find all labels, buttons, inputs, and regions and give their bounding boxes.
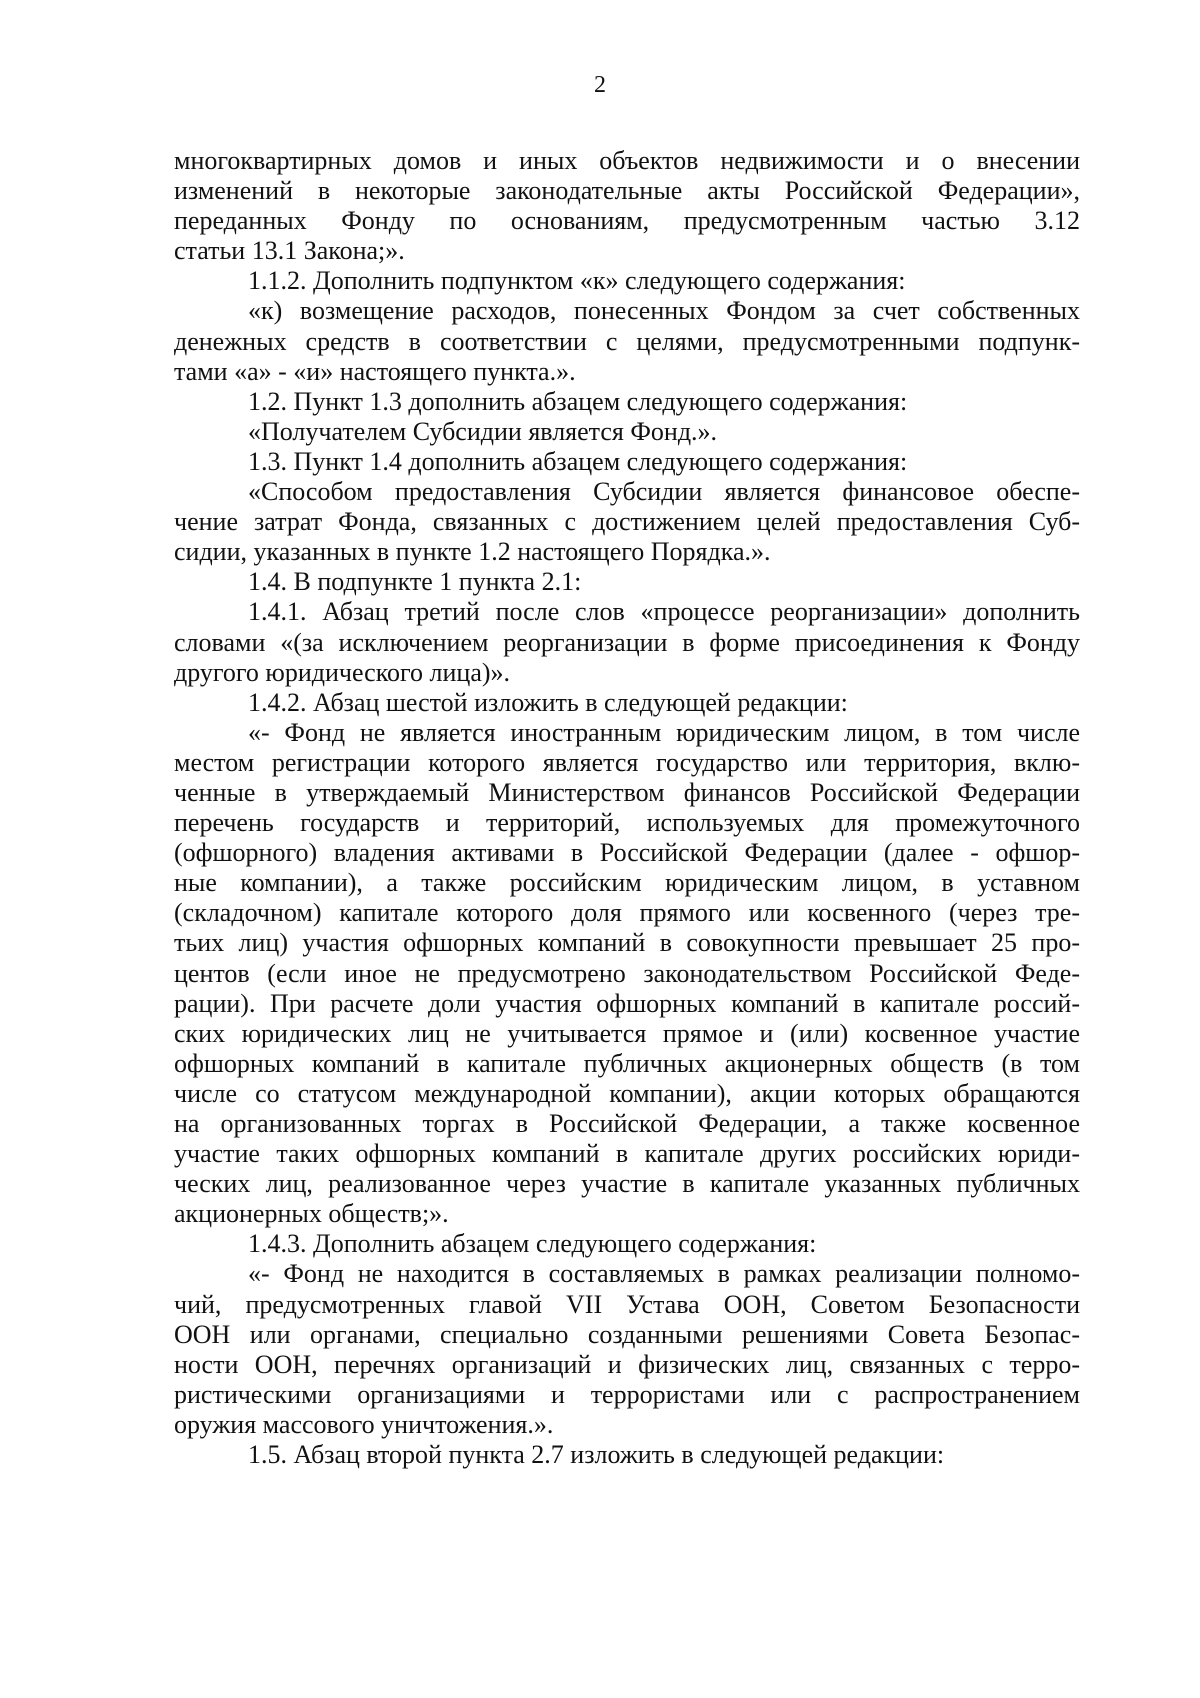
text-line: рации). При расчете доли участия офшорных компаний в капитале россий- (174, 988, 1080, 1018)
text-line: «- Фонд не является иностранным юридическим лицом, в том числе (248, 717, 1080, 747)
text-line: ООН или органами, специально созданными решениями Совета Безопас- (174, 1319, 1080, 1349)
text-line: офшорных компаний в капитале публичных акционерных обществ (в том (174, 1048, 1080, 1078)
text-line: оружия массового уничтожения.». (174, 1409, 554, 1439)
text-line: изменений в некоторые законодательные акты Российской Федерации», (174, 176, 1080, 206)
text-line: чение затрат Фонда, связанных с достижением целей предоставления Суб- (174, 507, 1080, 537)
text-line: ные компании), а также российским юридическим лицом, в уставном (174, 868, 1080, 898)
text-line: 1.4.3. Дополнить абзацем следующего содержания: (248, 1229, 817, 1259)
text-line: многоквартирных домов и иных объектов недвижимости и о внесении (174, 146, 1080, 175)
text-line: словами «(за исключением реорганизации в форме присоединения к Фонду (174, 627, 1080, 657)
text-line: ских юридических лиц не учитывается прямое и (или) косвенное участие (174, 1018, 1080, 1048)
text-line: 1.4.2. Абзац шестой изложить в следующей редакции: (248, 687, 848, 717)
text-line: денежных средств в соответствии с целями, предусмотренными подпунк- (174, 326, 1080, 356)
text-line: центов (если иное не предусмотрено законодательством Российской Феде- (174, 958, 1080, 988)
text-line: ности ООН, перечнях организаций и физических лиц, связанных с терро- (174, 1349, 1080, 1379)
text-line: сидии, указанных в пункте 1.2 настоящего Порядка.». (174, 537, 771, 567)
text-line: «Способом предоставления Субсидии является финансовое обеспе- (248, 477, 1080, 507)
text-line: перечень государств и территорий, используемых для промежуточного (174, 808, 1080, 838)
text-line: на организованных торгах в Российской Федерации, а также косвенное (174, 1109, 1080, 1138)
document-body (174, 146, 1080, 1470)
text-line: тами «а» - «и» настоящего пункта.». (174, 356, 576, 386)
text-line: чий, предусмотренных главой VII Устава ООН, Советом Безопасности (174, 1289, 1080, 1319)
text-line: акционерных обществ;». (174, 1199, 449, 1229)
text-line: «- Фонд не находится в составляемых в рамках реализации полномо- (248, 1259, 1080, 1289)
text-line: 1.5. Абзац второй пункта 2.7 изложить в следующей редакции: (248, 1440, 945, 1470)
text-line: 1.2. Пункт 1.3 дополнить абзацем следующего содержания: (248, 386, 908, 416)
text-line: «Получателем Субсидии является Фонд.». (248, 416, 718, 446)
text-line: местом регистрации которого является государство или территория, вклю- (174, 747, 1080, 777)
text-line: числе со статусом международной компании), акции которых обращаются (174, 1078, 1080, 1108)
text-line: (складочном) капитале которого доля прямого или косвенного (через тре- (174, 898, 1080, 928)
text-line: тьих лиц) участия офшорных компаний в совокупности превышает 25 про- (174, 928, 1080, 958)
text-line: ческих лиц, реализованное через участие в капитале указанных публичных (174, 1169, 1080, 1199)
text-line: ристическими организациями и террористами или с распространением (174, 1379, 1080, 1409)
text-line: 1.3. Пункт 1.4 дополнить абзацем следующего содержания: (248, 446, 908, 476)
text-line: (офшорного) владения активами в Российской Федерации (далее - офшор- (174, 838, 1080, 868)
text-line: участие таких офшорных компаний в капитале других российских юриди- (174, 1139, 1080, 1169)
text-line: переданных Фонду по основаниям, предусмотренным частью 3.12 (174, 206, 1080, 236)
text-line: «к) возмещение расходов, понесенных Фондом за счет собственных (248, 296, 1080, 326)
text-line: 1.4.1. Абзац третий после слов «процессе реорганизации» дополнить (248, 597, 1080, 627)
text-line: ченные в утверждаемый Министерством финансов Российской Федерации (174, 777, 1080, 807)
text-line: 1.4. В подпункте 1 пункта 2.1: (248, 567, 582, 597)
text-line: 1.1.2. Дополнить подпунктом «к» следующего содержания: (248, 266, 906, 296)
text-line: статьи 13.1 Закона;». (174, 236, 405, 266)
text-line: другого юридического лица)». (174, 657, 511, 687)
page-number: 2 (594, 72, 606, 98)
